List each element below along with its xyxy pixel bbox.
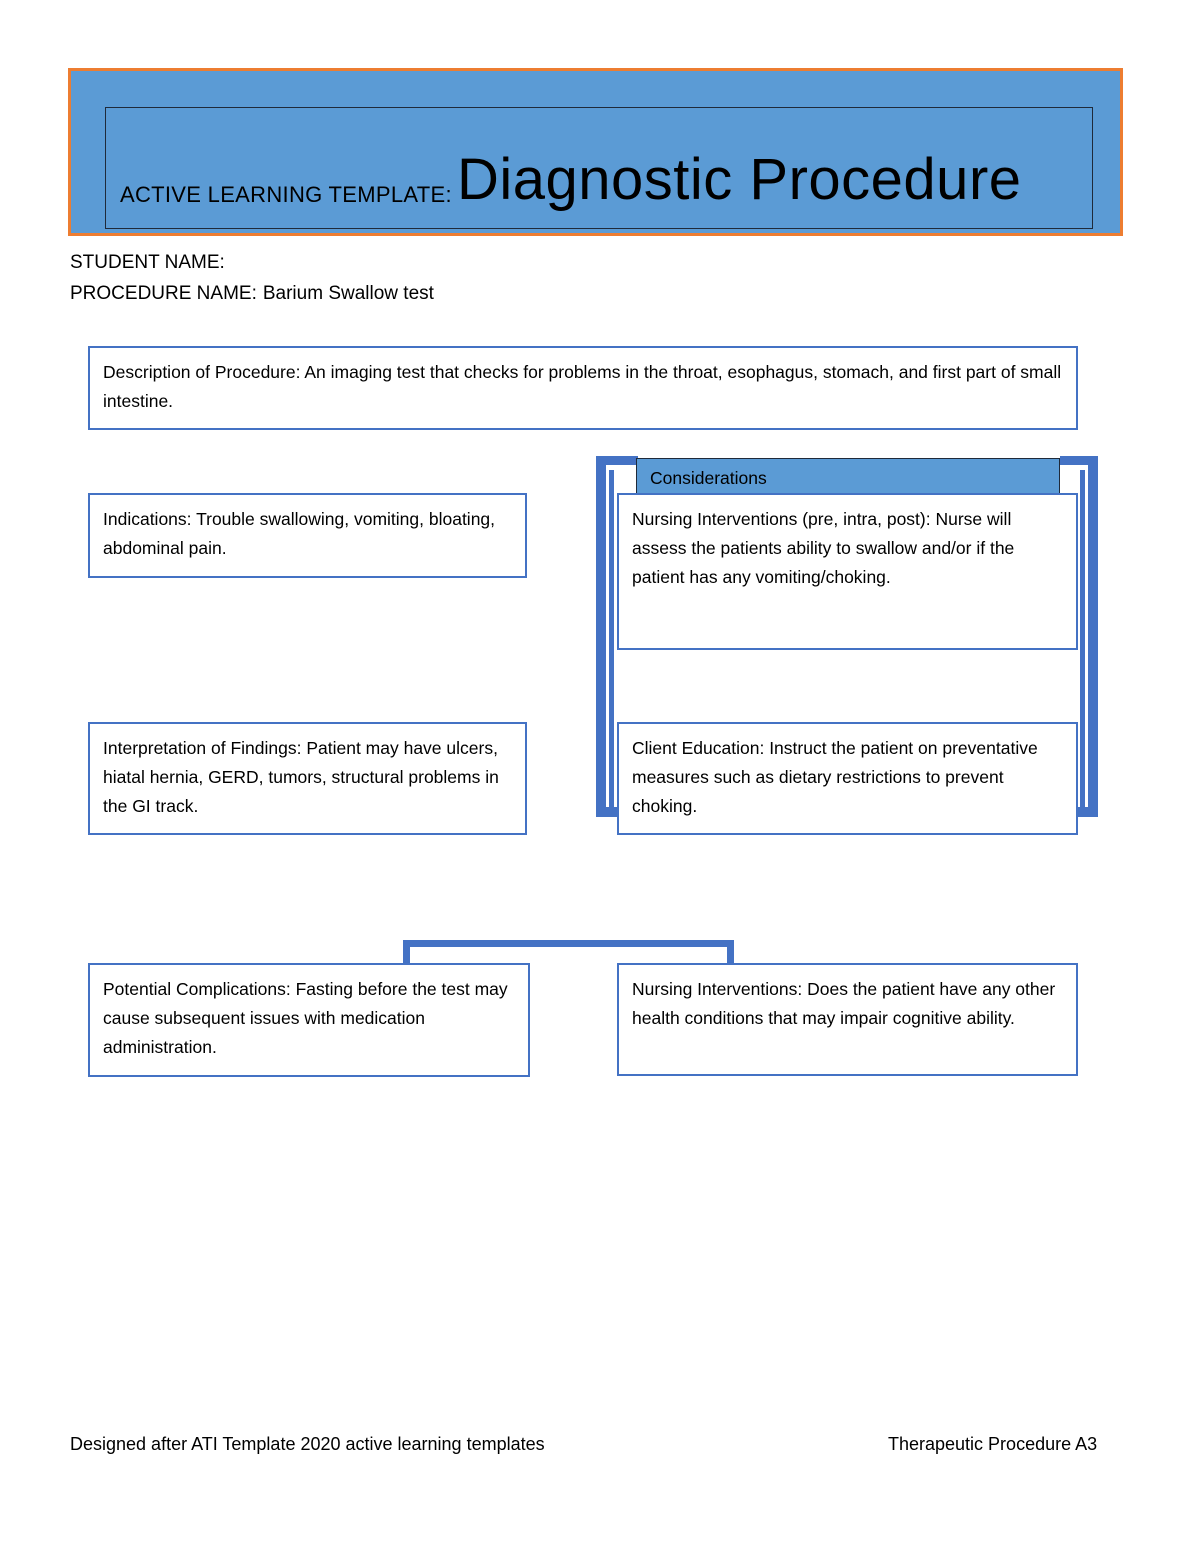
nursing-pre-label: Nursing Interventions (pre, intra, post): bbox=[632, 509, 931, 529]
considerations-bracket-inner-left bbox=[609, 470, 614, 810]
nursing-interventions-pre-box bbox=[617, 493, 1078, 650]
procedure-name-label: PROCEDURE NAME: bbox=[70, 283, 257, 304]
nursing-interventions-text: Does the patient have any other health conditions that may impair cognitive ability. bbox=[632, 979, 1056, 1028]
considerations-heading: Considerations bbox=[636, 458, 1060, 496]
complications-text: Fasting before the test may cause subsequent issues with medication administration. bbox=[103, 979, 508, 1057]
potential-complications-box bbox=[88, 963, 530, 1077]
page-title: Diagnostic Procedure bbox=[457, 147, 1022, 212]
considerations-bracket-top-left bbox=[596, 456, 638, 465]
nursing-interventions-label: Nursing Interventions: bbox=[632, 979, 803, 999]
client-education-text: Instruct the patient on preventative measures such as dietary restrictions to prevent choking. bbox=[632, 738, 1038, 816]
description-box bbox=[88, 346, 1078, 430]
client-education-label: Client Education: bbox=[632, 738, 765, 758]
connector-left bbox=[403, 940, 410, 964]
interpretation-text: Patient may have ulcers, hiatal hernia, GERD, tumors, structural problems in the GI track. bbox=[103, 738, 499, 816]
description-label: Description of Procedure: bbox=[103, 362, 301, 382]
interpretation-box bbox=[88, 722, 527, 835]
indications-box bbox=[88, 493, 527, 578]
description-text: An imaging test that checks for problems in the throat, esophagus, stomach, and first part of small intestine. bbox=[103, 362, 1062, 411]
nursing-interventions-box bbox=[617, 963, 1078, 1076]
student-name-line bbox=[70, 252, 231, 274]
template-label: ACTIVE LEARNING TEMPLATE: bbox=[120, 182, 452, 207]
considerations-bracket-left bbox=[596, 456, 606, 816]
interpretation-label: Interpretation of Findings: bbox=[103, 738, 302, 758]
connector-right bbox=[727, 940, 734, 964]
student-name-label: STUDENT NAME: bbox=[70, 252, 225, 273]
procedure-name-value: Barium Swallow test bbox=[262, 283, 434, 304]
considerations-bracket-inner-right bbox=[1080, 470, 1085, 810]
footer-left-text: Designed after ATI Template 2020 active learning templates bbox=[70, 1434, 545, 1454]
indications-label: Indications: bbox=[103, 509, 192, 529]
procedure-name-line bbox=[70, 283, 434, 305]
considerations-bracket-right bbox=[1088, 456, 1098, 816]
connector-top bbox=[403, 940, 734, 947]
client-education-box bbox=[617, 722, 1078, 835]
complications-label: Potential Complications: bbox=[103, 979, 291, 999]
indications-text: Trouble swallowing, vomiting, bloating, abdominal pain. bbox=[103, 509, 496, 558]
nursing-pre-text: Nurse will assess the patients ability to swallow and/or if the patient has any vomiting/choking. bbox=[632, 509, 1015, 587]
footer-right-text: Therapeutic Procedure A3 bbox=[888, 1434, 1098, 1454]
